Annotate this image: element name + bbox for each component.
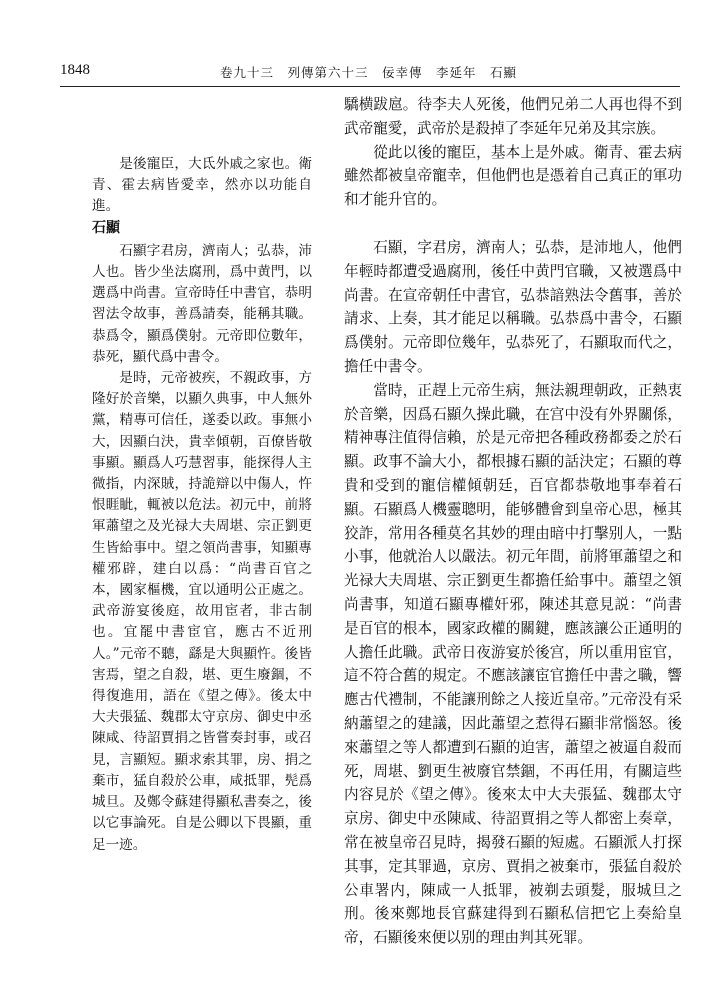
section-title: 石顯	[92, 219, 120, 236]
header-rule	[60, 86, 680, 87]
classical-paragraph-1: 石顯字君房，濟南人；弘恭，沛人也。皆少坐法腐刑，爲中黄門，以選爲中尚書。宣帝時任中書官，恭明習法令故事，善爲請奏，能稱其職。恭爲令，顯爲僕射。元帝即位數年，恭死，顯代爲中書令。	[92, 242, 312, 365]
translation-continued-paragraph: 驕横跋扈。待李夫人死後，他們兄弟二人再也得不到武帝寵愛，武帝於是殺掉了李延年兄弟及其宗族。	[344, 96, 682, 137]
page-header	[60, 62, 680, 84]
classical-text-column	[92, 154, 312, 856]
classical-intro-paragraph: 是後寵臣，大氐外戚之家也。衛青、霍去病皆愛幸，然亦以功能自進。	[92, 156, 312, 215]
translation-intro-paragraph: 從此以後的寵臣，基本上是外戚。衛青、霍去病雖然都被皇帝寵幸，但他們也是憑着自己真正的軍功和才能升官的。	[344, 143, 682, 209]
classical-paragraph-2: 是時，元帝被疾，不親政事，方隆好於音樂，以顯久典事，中人無外黨，精專可信任，遂委以政。事無小大，因顯白決，貴幸傾朝，百僚皆敬事顯。顯爲人巧慧習事，能探得人主微指，内深賊，持詭辯以中傷人，忤恨睚眦，輒被以危法。初元中，前將軍蕭望之及光禄大夫周堪、宗正劉更生皆給事中。望之領尚書事，知顯專權邪辟，建白以爲：“尚書百官之本，國家樞機，宜以通明公正處之。武帝游宴後庭，故用宦者，非古制也。宜罷中書宦官，應古不近刑人。”元帝不聽，繇是大與顯忤。後皆害焉，望之自殺，堪、更生廢錮，不得復進用，語在《望之傳》。後太中大夫張猛、魏郡太守京房、御史中丞陳咸、待詔賈捐之皆嘗奏封事，或召見，言顯短。顯求索其罪，房、捐之棄市，猛自殺於公車，咸抵罪，髡爲城旦。及鄭令蘇建得顯私書奏之，後以它事論死。自是公卿以下畏顯，重足一迹。	[92, 370, 312, 853]
translation-column	[344, 93, 682, 950]
translation-paragraph-2: 當時，正趕上元帝生病，無法親理朝政，正熱衷於音樂，因爲石顯久操此職，在宫中没有外界關係，精神專注值得信賴，於是元帝把各種政務都委之於石顯。政事不論大小，都根據石顯的話決定；石顯的尊貴和受到的寵信權傾朝廷，百官都恭敬地事奉着石顯。石顯爲人機靈聰明，能够體會到皇帝心思，極其狡詐，常用各種莫名其妙的理由暗中打擊别人，一點小事，他就治人以嚴法。初元年間，前將軍蕭望之和光禄大夫周堪、宗正劉更生都擔任給事中。蕭望之領尚書事，知道石顯專權奸邪，陳述其意見説：“尚書是百官的根本，國家政權的關鍵，應該讓公正通明的人擔任此職。武帝日夜游宴於後宫，所以重用宦官，這不符合舊的規定。不應該讓宦官擔任中書之職，響應古代禮制，不能讓刑餘之人接近皇帝。”元帝没有采納蕭望之的建議，因此蕭望之惹得石顯非常惱怒。後來蕭望之等人都遭到石顯的迫害，蕭望之被逼自殺而死，周堪、劉更生被廢官禁錮，不再任用，有關這些内容見於《望之傳》。後來太中大夫張猛、魏郡太守京房、御史中丞陳咸、待詔賈捐之等人都密上奏章，常在被皇帝召見時，揭發石顯的短處。石顯派人打探其事，定其罪過，京房、賈捐之被棄市，張猛自殺於公車署内，陳咸一人抵罪，被剃去頭髮，服城旦之刑。後來鄭地長官蘇建得到石顯私信把它上奏給皇帝，石顯後來便以别的理由判其死罪。	[344, 381, 682, 947]
translation-paragraph-1: 石顯，字君房，濟南人；弘恭，是沛地人，他們年輕時都遭受過腐刑，後任中黄門官職，又被選爲中尚書。在宣帝朝任中書官，弘恭諳熟法令舊事，善於請求、上奏，其才能足以稱職。弘恭爲中書令，石顯爲僕射。元帝即位幾年，弘恭死了，石顯取而代之，擔任中書令。	[344, 238, 682, 375]
running-title: 卷九十三 列傳第六十三 佞幸傳 李延年 石顯	[220, 65, 518, 80]
page-number: 1848	[60, 62, 90, 78]
